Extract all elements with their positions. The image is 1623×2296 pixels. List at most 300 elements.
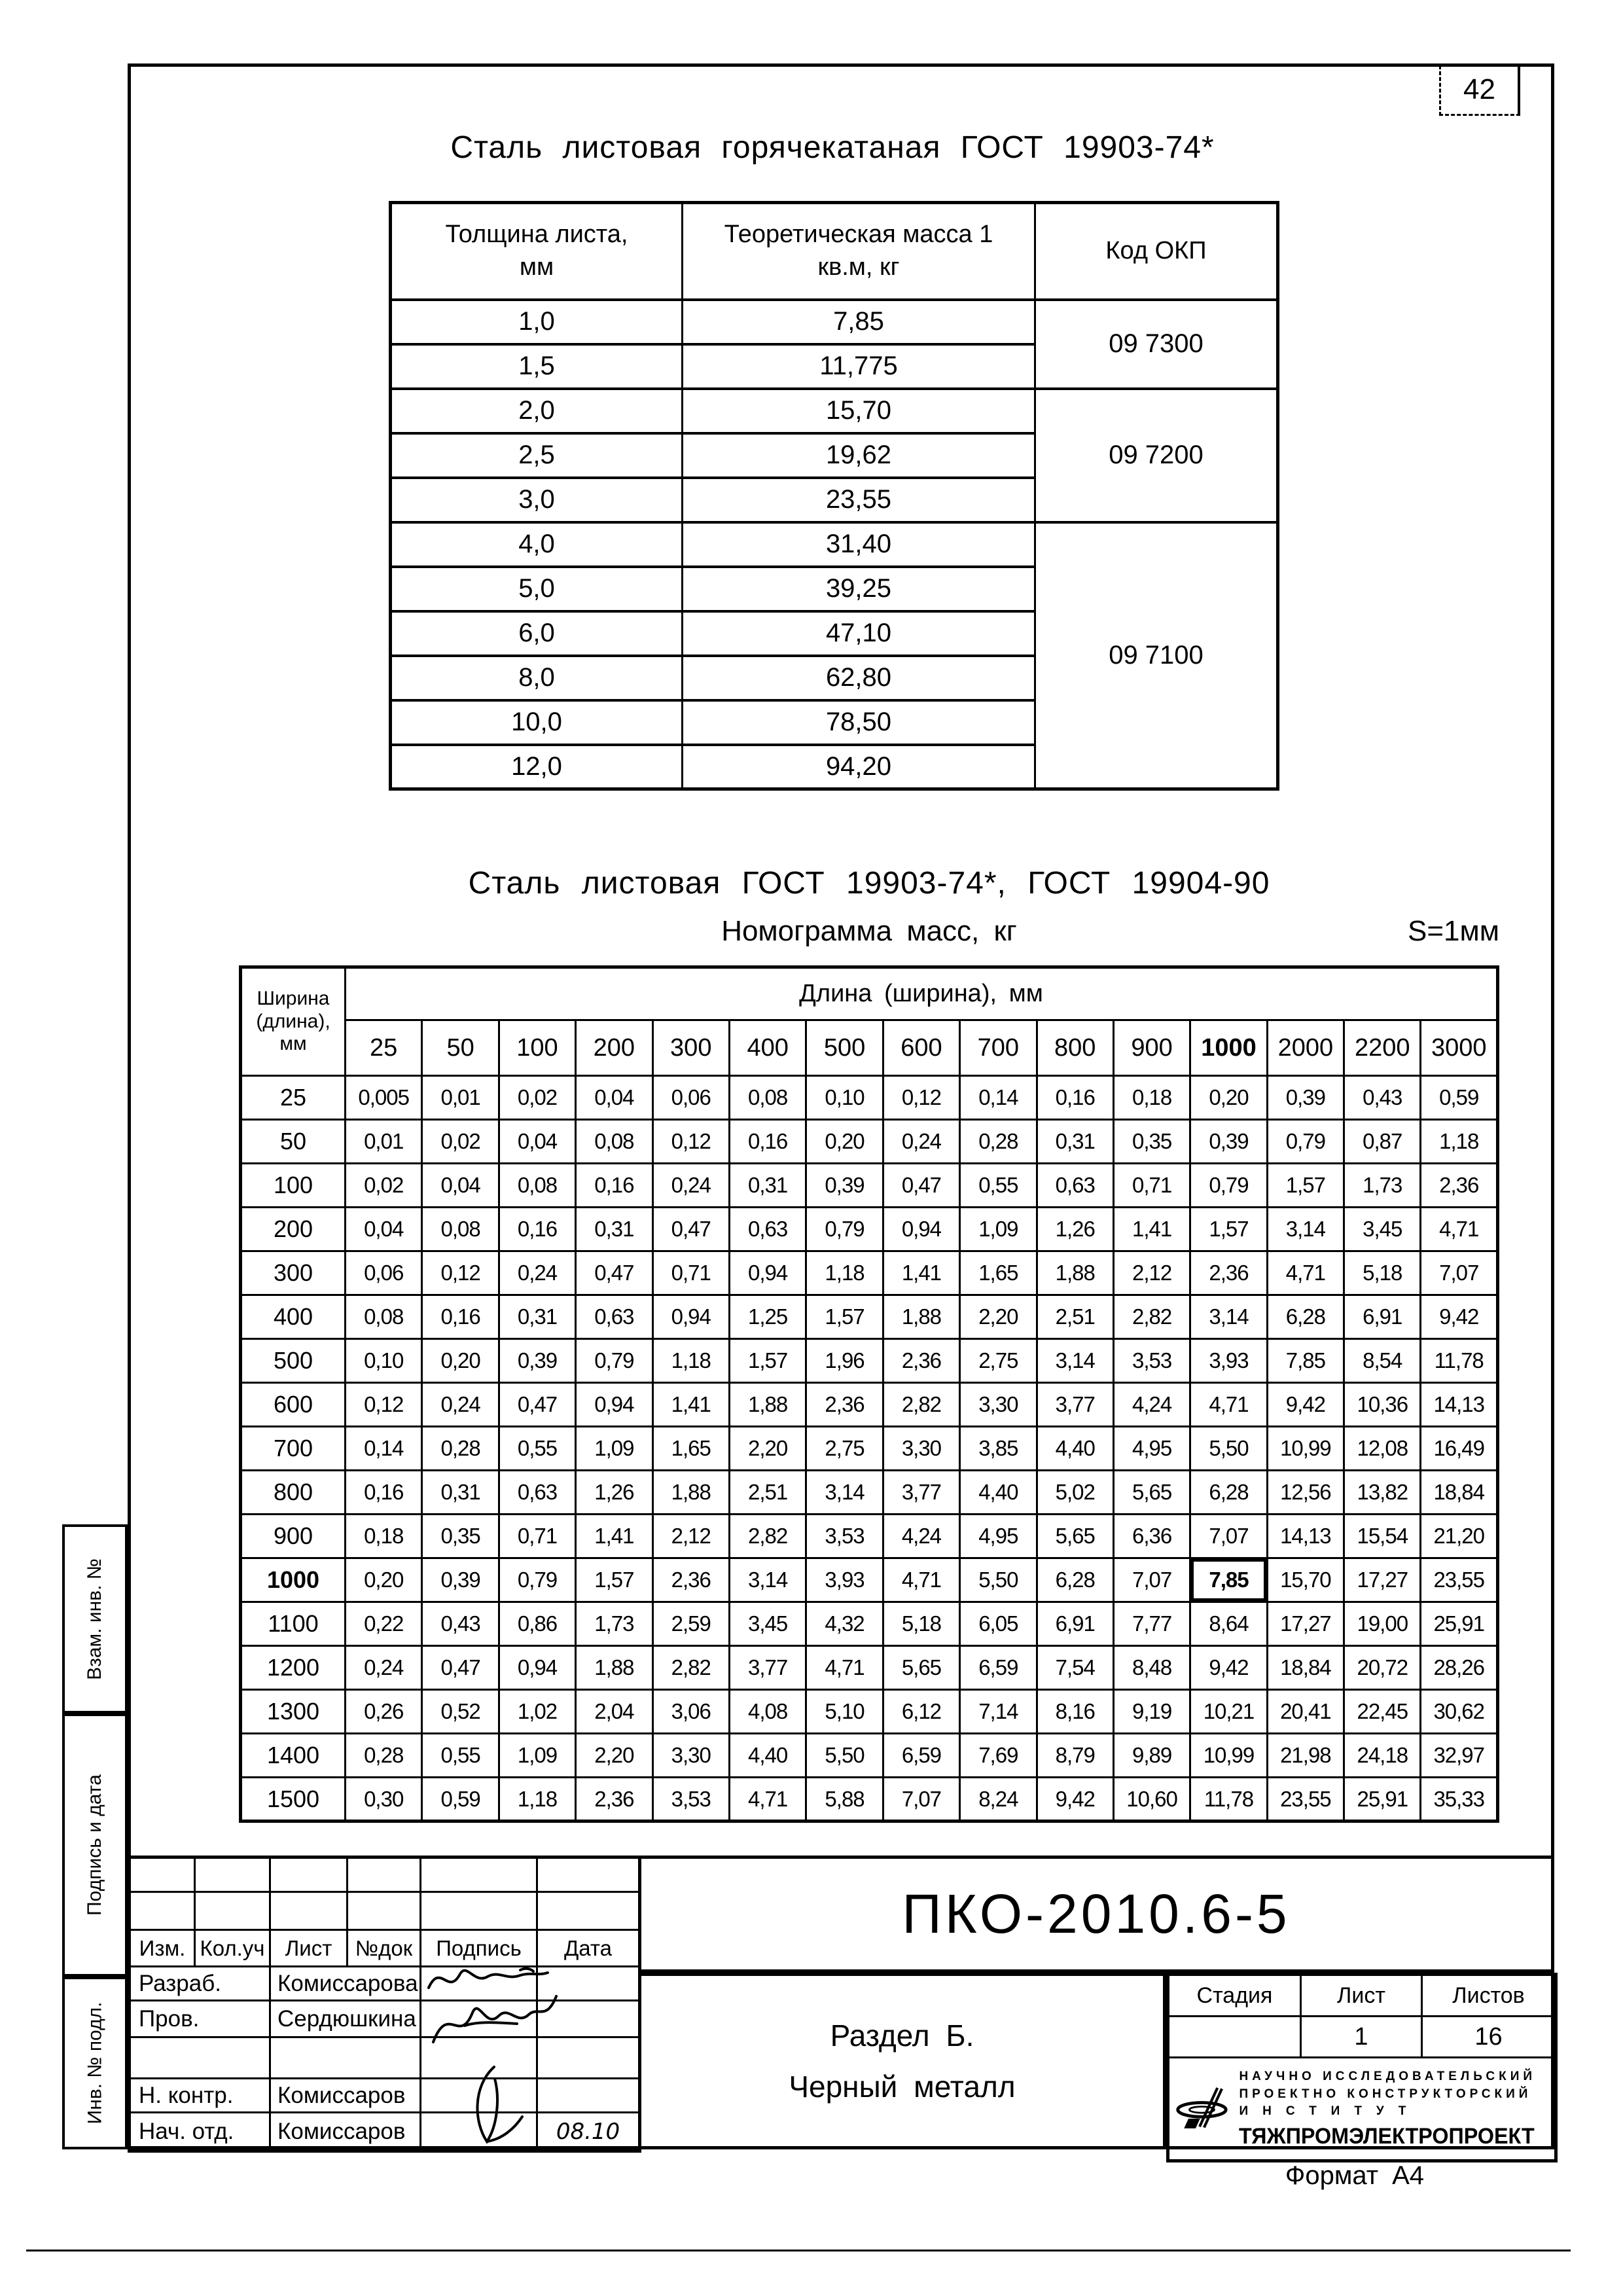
table-cell: 3,30 [960, 1383, 1037, 1427]
row-header: 1400 [241, 1734, 346, 1778]
revision-header-cell: Изм. [130, 1930, 195, 1967]
revision-empty-cell [421, 1857, 537, 1892]
table-cell: 11,78 [1421, 1339, 1498, 1383]
table-cell: 8,24 [960, 1778, 1037, 1821]
table-cell: 31,40 [683, 522, 1035, 567]
table-cell: 3,53 [1113, 1339, 1190, 1383]
table-cell: 3,14 [806, 1471, 883, 1515]
table-cell: 0,005 [346, 1076, 422, 1120]
column-header: 300 [652, 1020, 729, 1076]
table-cell: 0,06 [652, 1076, 729, 1120]
table-cell: 0,10 [346, 1339, 422, 1383]
column-header: 700 [960, 1020, 1037, 1076]
table-row [130, 1892, 640, 1930]
table-cell: 4,71 [883, 1558, 959, 1602]
table-cell: 7,07 [1190, 1515, 1267, 1558]
table-cell: 2,82 [652, 1646, 729, 1690]
table-cell: 0,16 [729, 1120, 806, 1164]
table-cell: 18,84 [1421, 1471, 1498, 1515]
table-cell: 10,21 [1190, 1690, 1267, 1734]
table-cell: 17,27 [1344, 1558, 1421, 1602]
table-cell: 0,16 [422, 1295, 499, 1339]
table-cell: 1,73 [576, 1602, 652, 1646]
column-header: 50 [422, 1020, 499, 1076]
table-cell: 6,28 [1037, 1558, 1113, 1602]
row-header: 1300 [241, 1690, 346, 1734]
table-cell: 0,79 [1190, 1164, 1267, 1208]
row-header: 1000 [241, 1558, 346, 1602]
table-row [130, 2001, 640, 2037]
table-cell: 3,30 [652, 1734, 729, 1778]
table-cell: 2,20 [576, 1734, 652, 1778]
table-cell: 7,07 [1421, 1251, 1498, 1295]
revision-empty-cell [270, 1857, 348, 1892]
row-header: 25 [241, 1076, 346, 1120]
section-line1: Раздел Б. [830, 2018, 974, 2053]
table-cell: 2,36 [806, 1383, 883, 1427]
table-cell: 5,88 [806, 1778, 883, 1821]
table-cell: 0,28 [960, 1120, 1037, 1164]
table-cell: 2,36 [1421, 1164, 1498, 1208]
table-cell: 0,24 [652, 1164, 729, 1208]
table-cell: 1,18 [499, 1778, 575, 1821]
table-cell: 1,57 [729, 1339, 806, 1383]
revision-header-cell: Лист [270, 1930, 348, 1967]
table-cell: 2,82 [883, 1383, 959, 1427]
table-cell: 1,18 [806, 1251, 883, 1295]
table-cell: 0,79 [806, 1208, 883, 1251]
table-cell: 8,79 [1037, 1734, 1113, 1778]
table-cell: 5,50 [960, 1558, 1037, 1602]
table-cell: 0,39 [499, 1339, 575, 1383]
revision-empty-cell [537, 1892, 640, 1930]
table-cell: 0,02 [346, 1164, 422, 1208]
table-cell: 78,50 [683, 700, 1035, 745]
table-cell: 6,91 [1037, 1602, 1113, 1646]
table-cell: 0,52 [422, 1690, 499, 1734]
name-cell: Сердюшкина [270, 2001, 421, 2037]
table-cell: 0,20 [806, 1120, 883, 1164]
table-cell: 0,47 [652, 1208, 729, 1251]
table-cell: 35,33 [1421, 1778, 1498, 1821]
format-label: Формат А4 [1285, 2161, 1425, 2190]
table-cell: 7,85 [683, 300, 1035, 344]
table-cell: 0,14 [346, 1427, 422, 1471]
table-cell: 3,93 [1190, 1339, 1267, 1383]
institute-cell [1168, 2058, 1556, 2161]
okp-code-cell: 09 7100 [1035, 522, 1278, 789]
table-cell: 0,26 [346, 1690, 422, 1734]
table-cell: 1,09 [499, 1734, 575, 1778]
table-cell: 0,06 [346, 1251, 422, 1295]
table-cell: 0,94 [499, 1646, 575, 1690]
role-cell: Н. контр. [130, 2079, 270, 2113]
table-cell: 4,40 [1037, 1427, 1113, 1471]
thickness-label: S=1мм [1407, 915, 1499, 947]
table-cell: 0,47 [576, 1251, 652, 1295]
length-header: Длина (ширина), мм [346, 967, 1498, 1020]
column-header: 200 [576, 1020, 652, 1076]
table-cell: 25,91 [1344, 1778, 1421, 1821]
table-cell: 3,0 [391, 478, 683, 522]
table-row [241, 1515, 1498, 1558]
table-cell: 0,43 [1344, 1076, 1421, 1120]
column-header: 600 [883, 1020, 959, 1076]
table-cell: 1,41 [576, 1515, 652, 1558]
table-cell: 6,28 [1267, 1295, 1344, 1339]
table-row [241, 1734, 1498, 1778]
column-header: 900 [1113, 1020, 1190, 1076]
table-cell: 1,26 [576, 1471, 652, 1515]
row-header: 900 [241, 1515, 346, 1558]
table-cell: 4,32 [806, 1602, 883, 1646]
table-cell: 10,60 [1113, 1778, 1190, 1821]
row-header: 500 [241, 1339, 346, 1383]
institute-logo [1176, 2076, 1234, 2142]
table-cell: 20,72 [1344, 1646, 1421, 1690]
table-cell: 9,19 [1113, 1690, 1190, 1734]
table-cell: 21,98 [1267, 1734, 1344, 1778]
table-cell: 0,18 [1113, 1076, 1190, 1120]
table-cell: 8,16 [1037, 1690, 1113, 1734]
table-cell: 3,45 [729, 1602, 806, 1646]
table-cell: 1,88 [883, 1295, 959, 1339]
table-cell: 0,02 [422, 1120, 499, 1164]
table-cell: 2,51 [1037, 1295, 1113, 1339]
table-cell: 9,42 [1421, 1295, 1498, 1339]
okp-code-cell: 09 7300 [1035, 300, 1278, 389]
table-cell: 18,84 [1267, 1646, 1344, 1690]
table-row [241, 1251, 1498, 1295]
institute-line2: ПРОЕКТНО КОНСТРУКТОРСКИЙ [1239, 2087, 1532, 2101]
revision-empty-cell [348, 1892, 421, 1930]
table-cell: 24,18 [1344, 1734, 1421, 1778]
sheet-mass-table [389, 201, 1279, 791]
table-cell: 0,31 [576, 1208, 652, 1251]
table-cell: 0,31 [1037, 1120, 1113, 1164]
table-cell: 1,88 [576, 1646, 652, 1690]
table-row [241, 1295, 1498, 1339]
revision-header-cell: №док [348, 1930, 421, 1967]
table-cell: 6,36 [1113, 1515, 1190, 1558]
table-cell: 0,08 [499, 1164, 575, 1208]
name-cell: Комиссаров [270, 2079, 421, 2113]
column-header-thickness: Толщина листа, мм [391, 203, 683, 300]
institute-name: ТЯЖПРОМЭЛЕКТРОПРОЕКТ [1239, 2123, 1535, 2149]
table-cell: 4,24 [883, 1515, 959, 1558]
table-cell: 1,26 [1037, 1208, 1113, 1251]
table-cell: 62,80 [683, 656, 1035, 700]
table-cell: 19,00 [1344, 1602, 1421, 1646]
table-cell: 5,0 [391, 567, 683, 611]
table-cell: 7,14 [960, 1690, 1037, 1734]
column-header: 1000 [1190, 1020, 1267, 1076]
table-cell: 0,20 [346, 1558, 422, 1602]
table-cell: 0,01 [422, 1076, 499, 1120]
revision-empty-cell [537, 1857, 640, 1892]
column-header: 2200 [1344, 1020, 1421, 1076]
revision-empty-cell [348, 1857, 421, 1892]
column-header: 100 [499, 1020, 575, 1076]
table-cell: 3,14 [1190, 1295, 1267, 1339]
table-cell: 12,56 [1267, 1471, 1344, 1515]
table-cell: 1,88 [652, 1471, 729, 1515]
table-cell: 21,20 [1421, 1515, 1498, 1558]
name-cell: Комиссаров [270, 2113, 421, 2151]
table-cell: 1,41 [652, 1383, 729, 1427]
table-cell: 6,91 [1344, 1295, 1421, 1339]
table-row [241, 1778, 1498, 1821]
table-cell: 0,71 [499, 1515, 575, 1558]
table-row [241, 1208, 1498, 1251]
table-cell: 2,12 [652, 1515, 729, 1558]
table-cell: 0,35 [1113, 1120, 1190, 1164]
column-header: 500 [806, 1020, 883, 1076]
table-cell: 0,47 [422, 1646, 499, 1690]
table-cell: 0,79 [499, 1558, 575, 1602]
sidebar-box-podpis [62, 1713, 128, 1977]
role-cell [130, 2037, 270, 2079]
table-row [391, 522, 1278, 567]
table-cell: 0,31 [729, 1164, 806, 1208]
table-cell: 19,62 [683, 433, 1035, 478]
table-row [130, 1967, 640, 2001]
table-cell: 0,47 [883, 1164, 959, 1208]
table-cell: 0,04 [499, 1120, 575, 1164]
table-cell: 0,55 [499, 1427, 575, 1471]
sheets-header: Листов [1422, 1975, 1556, 2017]
table-cell: 2,36 [883, 1339, 959, 1383]
table-cell: 1,57 [1267, 1164, 1344, 1208]
table-cell: 3,53 [652, 1778, 729, 1821]
table-cell: 8,64 [1190, 1602, 1267, 1646]
table-cell: 6,05 [960, 1602, 1037, 1646]
table-cell: 0,47 [499, 1383, 575, 1427]
table-cell: 0,94 [652, 1295, 729, 1339]
table-cell: 0,22 [346, 1602, 422, 1646]
revision-empty-cell [195, 1857, 270, 1892]
column-header: 25 [346, 1020, 422, 1076]
table-cell: 4,71 [729, 1778, 806, 1821]
role-cell: Пров. [130, 2001, 270, 2037]
revision-empty-cell [130, 1857, 195, 1892]
signature-nachotd [458, 2062, 537, 2147]
table-cell: 6,59 [883, 1734, 959, 1778]
revision-empty-cell [130, 1892, 195, 1930]
sidebar-box-inv [62, 1977, 128, 2149]
table-cell: 14,13 [1267, 1515, 1344, 1558]
table-cell: 6,0 [391, 611, 683, 656]
table-cell: 0,43 [422, 1602, 499, 1646]
table-cell: 2,59 [652, 1602, 729, 1646]
table-cell: 0,16 [499, 1208, 575, 1251]
table-cell: 1,96 [806, 1339, 883, 1383]
table-cell: 94,20 [683, 745, 1035, 789]
table-cell: 16,49 [1421, 1427, 1498, 1471]
table-cell: 0,14 [960, 1076, 1037, 1120]
table-cell: 2,04 [576, 1690, 652, 1734]
institute-line1: НАУЧНО ИССЛЕДОВАТЕЛЬСКИЙ [1239, 2070, 1537, 2084]
table-row [241, 1427, 1498, 1471]
table-cell: 0,04 [422, 1164, 499, 1208]
table-cell: 0,31 [499, 1295, 575, 1339]
table-cell: 0,20 [1190, 1076, 1267, 1120]
sheets-value: 16 [1422, 2017, 1556, 2058]
table-cell: 0,87 [1344, 1120, 1421, 1164]
table-cell: 1,41 [1113, 1208, 1190, 1251]
table-cell: 0,39 [1190, 1120, 1267, 1164]
table-cell: 0,59 [1421, 1076, 1498, 1120]
table-row [241, 1471, 1498, 1515]
table-cell: 11,775 [683, 344, 1035, 389]
table-cell: 5,02 [1037, 1471, 1113, 1515]
table-row [241, 1558, 1498, 1602]
table-cell: 22,45 [1344, 1690, 1421, 1734]
name-cell: Комиссарова [270, 1967, 421, 2001]
table-row [130, 2079, 640, 2113]
table-cell: 7,85 [1267, 1339, 1344, 1383]
institute-text [1239, 2068, 1550, 2149]
table-cell: 8,48 [1113, 1646, 1190, 1690]
table-cell: 1,88 [729, 1383, 806, 1427]
table-cell: 15,70 [1267, 1558, 1344, 1602]
table-cell: 1,02 [499, 1690, 575, 1734]
nomogram-title: Сталь листовая ГОСТ 19903-74*, ГОСТ 19904-90 [468, 866, 1270, 901]
table-row [130, 1930, 640, 1967]
table-cell: 12,0 [391, 745, 683, 789]
table-cell: 2,82 [729, 1515, 806, 1558]
table-cell: 0,12 [652, 1120, 729, 1164]
okp-code-cell: 09 7200 [1035, 389, 1278, 522]
sheet-value: 1 [1301, 2017, 1422, 2058]
table-cell: 6,28 [1190, 1471, 1267, 1515]
table-cell: 28,26 [1421, 1646, 1498, 1690]
table-cell: 0,28 [422, 1427, 499, 1471]
table-cell: 2,0 [391, 389, 683, 433]
table-cell: 9,42 [1190, 1646, 1267, 1690]
table-cell: 3,53 [806, 1515, 883, 1558]
table-cell: 0,71 [1113, 1164, 1190, 1208]
table-cell: 9,89 [1113, 1734, 1190, 1778]
page-number-box [1439, 65, 1520, 116]
table-cell: 3,14 [1267, 1208, 1344, 1251]
name-cell [270, 2037, 421, 2079]
row-header: 800 [241, 1471, 346, 1515]
revision-empty-cell [421, 1892, 537, 1930]
revision-table [128, 1856, 641, 2153]
table-cell: 3,77 [883, 1471, 959, 1515]
table-cell: 0,10 [806, 1076, 883, 1120]
table-cell: 4,71 [1421, 1208, 1498, 1251]
table-cell: 1,57 [576, 1558, 652, 1602]
table-cell: 1,09 [576, 1427, 652, 1471]
table-cell: 10,36 [1344, 1383, 1421, 1427]
table-cell: 1,25 [729, 1295, 806, 1339]
table-cell: 2,20 [960, 1295, 1037, 1339]
table-cell: 5,18 [1344, 1251, 1421, 1295]
table-cell: 7,85 [1190, 1558, 1267, 1602]
table-cell: 4,71 [806, 1646, 883, 1690]
table-cell: 0,18 [346, 1515, 422, 1558]
table-cell: 0,20 [422, 1339, 499, 1383]
table-cell: 2,75 [806, 1427, 883, 1471]
table-cell: 2,82 [1113, 1295, 1190, 1339]
revision-header-cell: Подпись [421, 1930, 537, 1967]
table-cell: 0,55 [422, 1734, 499, 1778]
table-cell: 0,01 [346, 1120, 422, 1164]
table-cell: 3,93 [806, 1558, 883, 1602]
table-cell: 2,12 [1113, 1251, 1190, 1295]
table-cell: 20,41 [1267, 1690, 1344, 1734]
page-number: 42 [1463, 73, 1495, 105]
paper-edge-line [26, 2250, 1571, 2251]
table-cell: 17,27 [1267, 1602, 1344, 1646]
table-cell: 0,39 [1267, 1076, 1344, 1120]
table-cell: 15,54 [1344, 1515, 1421, 1558]
table-cell: 5,50 [806, 1734, 883, 1778]
row-header: 100 [241, 1164, 346, 1208]
institute-line3: ИНСТИТУТ [1239, 2104, 1421, 2119]
table-cell: 2,36 [576, 1778, 652, 1821]
table-cell: 0,94 [883, 1208, 959, 1251]
row-header: 200 [241, 1208, 346, 1251]
role-cell: Нач. отд. [130, 2113, 270, 2151]
table-cell: 3,06 [652, 1690, 729, 1734]
stage-header: Стадия [1168, 1975, 1301, 2017]
table-cell: 0,94 [729, 1251, 806, 1295]
nomogram-table [239, 965, 1499, 1823]
table-cell: 5,18 [883, 1602, 959, 1646]
row-header: 1500 [241, 1778, 346, 1821]
table-cell: 1,18 [1421, 1120, 1498, 1164]
signature-prov [425, 1990, 563, 2052]
column-header: 3000 [1421, 1020, 1498, 1076]
table-cell: 4,0 [391, 522, 683, 567]
table-cell: 1,5 [391, 344, 683, 389]
table-cell: 5,65 [883, 1646, 959, 1690]
table-row [391, 300, 1278, 344]
table-cell: 47,10 [683, 611, 1035, 656]
table-row [241, 1164, 1498, 1208]
table-row [241, 1076, 1498, 1120]
column-header-mass: Теоретическая масса 1 кв.м, кг [683, 203, 1035, 300]
table-cell: 0,16 [1037, 1076, 1113, 1120]
table-cell: 30,62 [1421, 1690, 1498, 1734]
table-cell: 5,50 [1190, 1427, 1267, 1471]
revision-empty-cell [270, 1892, 348, 1930]
table-cell: 1,41 [883, 1251, 959, 1295]
table-cell: 9,42 [1037, 1778, 1113, 1821]
table-cell: 0,59 [422, 1778, 499, 1821]
table-cell: 0,12 [346, 1383, 422, 1427]
table-cell: 14,13 [1421, 1383, 1498, 1427]
table-cell: 7,69 [960, 1734, 1037, 1778]
table-cell: 23,55 [683, 478, 1035, 522]
revision-empty-cell [195, 1892, 270, 1930]
table-cell: 7,07 [1113, 1558, 1190, 1602]
table-cell: 0,08 [346, 1295, 422, 1339]
table-cell: 4,40 [729, 1734, 806, 1778]
table-cell: 11,78 [1190, 1778, 1267, 1821]
table-cell: 1,0 [391, 300, 683, 344]
stage-value [1168, 2017, 1301, 2058]
table-cell: 0,24 [346, 1646, 422, 1690]
table-cell: 1,88 [1037, 1251, 1113, 1295]
table-cell: 0,12 [883, 1076, 959, 1120]
table-cell: 0,24 [422, 1383, 499, 1427]
table-cell: 8,54 [1344, 1339, 1421, 1383]
table-cell: 2,20 [729, 1427, 806, 1471]
